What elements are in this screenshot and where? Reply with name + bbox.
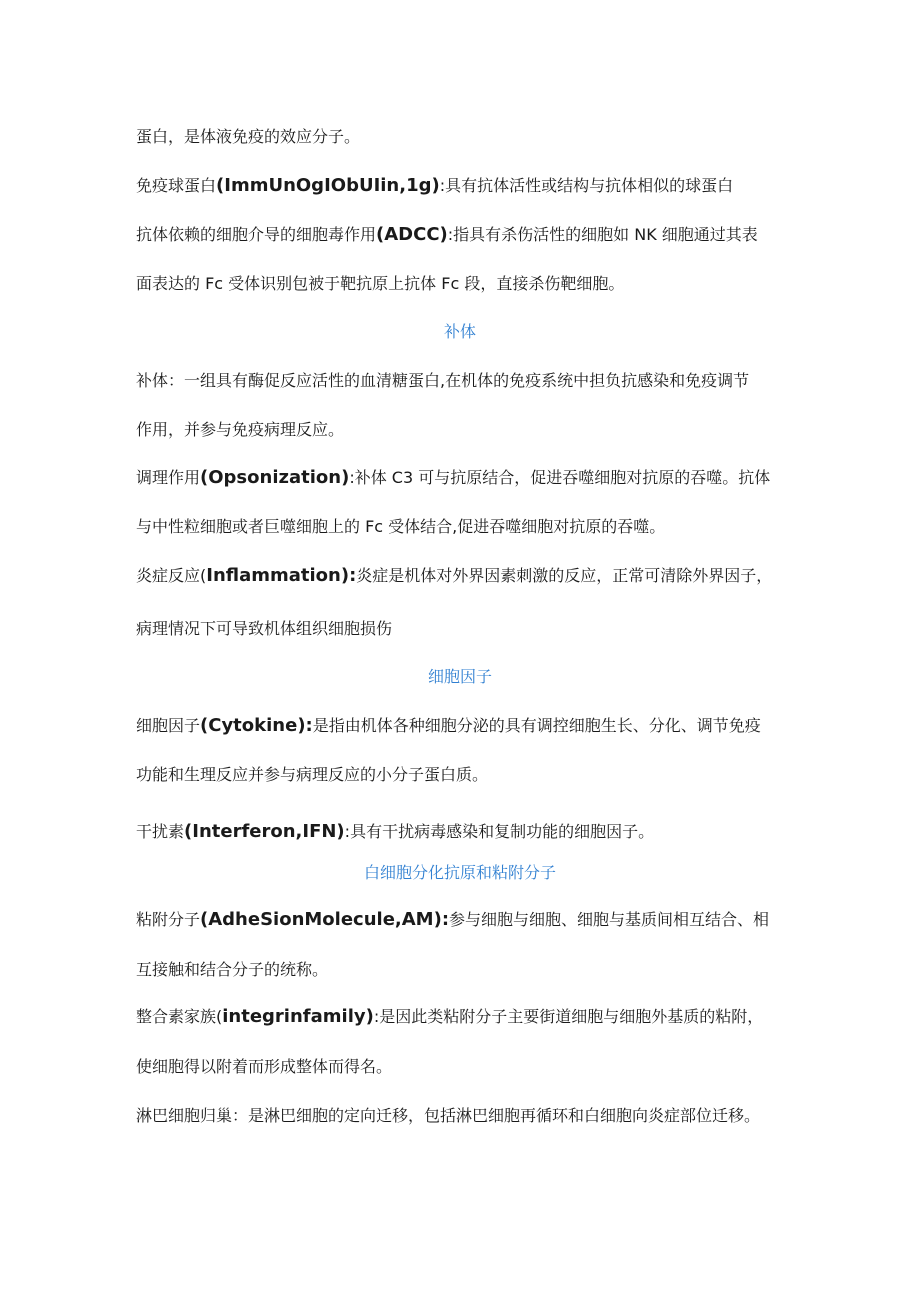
term-definition: 是指由机体各种细胞分泌的具有调控细胞生长、分化、调节免疫 xyxy=(312,716,761,735)
term-english: integrinfamily) xyxy=(222,1006,374,1027)
paragraph-line-inflammation-cont: 病理情况下可导致机体组织细胞损伤 xyxy=(136,619,393,638)
term-english: (ImmUnOgIObUIin,1g) xyxy=(216,175,440,196)
term-definition: :指具有杀伤活性的细胞如 NK 细胞通过其表 xyxy=(447,225,758,244)
term-definition: :具有抗体活性或结构与抗体相似的球蛋白 xyxy=(439,176,734,195)
section-heading-cytokine: 细胞因子 xyxy=(427,667,492,686)
term-english: Inflammation): xyxy=(206,565,357,586)
term-definition: :具有干扰病毒感染和复制功能的细胞因子。 xyxy=(344,822,655,841)
paragraph-line-opsonization-cont: 与中性粒细胞或者巨噬细胞上的 Fc 受体结合,促进吞噬细胞对抗原的吞噬。 xyxy=(136,517,666,536)
paragraph-line-complement-cont: 作用，并参与免疫病理反应。 xyxy=(136,420,345,439)
term-label: 炎症反应( xyxy=(136,566,207,585)
section-heading-complement: 补体 xyxy=(443,322,476,341)
term-definition: 参与细胞与细胞、细胞与基质间相互结合、相 xyxy=(449,910,770,929)
term-label: 干扰素 xyxy=(136,822,185,841)
section-heading-leukocyte-antigen: 白细胞分化抗原和粘附分子 xyxy=(363,863,556,882)
term-english: (ADCC) xyxy=(376,224,448,245)
term-english: (Opsonization) xyxy=(200,467,350,488)
term-label: 免疫球蛋白 xyxy=(136,176,217,195)
definition-integrin-family xyxy=(136,1006,763,1028)
paragraph-line-cytokine-cont: 功能和生理反应并参与病理反应的小分子蛋白质。 xyxy=(136,765,489,784)
paragraph-line-1: 蛋白，是体液免疫的效应分子。 xyxy=(136,127,361,146)
term-definition: :是因此类粘附分子主要街道细胞与细胞外基质的粘附， xyxy=(373,1007,764,1026)
definition-lymphocyte-homing: 淋巴细胞归巢：是淋巴细胞的定向迁移，包括淋巴细胞再循环和白细胞向炎症部位迁移。 xyxy=(136,1106,761,1125)
paragraph-line-adcc-cont: 面表达的 Fc 受体识别包被于靶抗原上抗体 Fc 段，直接杀伤靶细胞。 xyxy=(136,274,625,293)
definition-adhesion-molecule xyxy=(136,909,769,931)
term-label: 细胞因子 xyxy=(136,716,201,735)
definition-interferon xyxy=(136,821,654,843)
definition-immunoglobulin xyxy=(136,175,733,197)
definition-complement: 补体：一组具有酶促反应活性的血清糖蛋白,在机体的免疫系统中担负抗感染和免疫调节 xyxy=(136,371,750,390)
term-label: 整合素家族( xyxy=(136,1007,223,1026)
term-definition: 炎症是机体对外界因素刺激的反应，正常可清除外界因子， xyxy=(356,566,773,585)
definition-cytokine xyxy=(136,715,761,737)
definition-adcc xyxy=(136,224,758,246)
term-english: (Interferon,IFN) xyxy=(184,821,345,842)
definition-inflammation xyxy=(136,565,772,587)
term-definition: :补体 C3 可与抗原结合，促进吞噬细胞对抗原的吞噬。抗体 xyxy=(349,468,771,487)
paragraph-line-adhesion-cont: 互接触和结合分子的统称。 xyxy=(136,960,329,979)
term-english: (AdheSionMolecule,AM): xyxy=(200,909,450,930)
paragraph-line-integrin-cont: 使细胞得以附着而形成整体而得名。 xyxy=(136,1057,393,1076)
definition-opsonization xyxy=(136,467,770,489)
term-english: (Cytokine): xyxy=(200,715,313,736)
term-label: 抗体依赖的细胞介导的细胞毒作用 xyxy=(136,225,377,244)
term-label: 粘附分子 xyxy=(136,910,201,929)
term-label: 调理作用 xyxy=(136,468,201,487)
